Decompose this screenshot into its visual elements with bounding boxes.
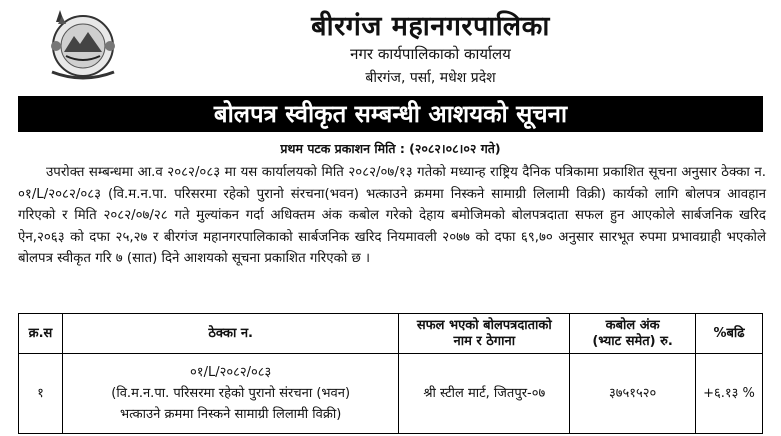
header-bidder (399, 314, 570, 354)
cell-sn: १ (19, 354, 63, 434)
header-bidder-line2: नाम र ठेगाना (453, 333, 516, 349)
table-row (19, 354, 763, 434)
header-contract-no: ठेक्का न. (62, 314, 398, 354)
cell-bidder: श्री स्टील मार्ट, जितपुर-०७ (399, 354, 570, 434)
award-table (18, 313, 763, 434)
cell-increase: +६.१३ % (696, 354, 763, 434)
cell-contract-line3: भत्काउने क्रममा निस्कने सामाग्री लिलामी विक्री) (120, 407, 342, 422)
notice-body: उपरोक्त सम्बन्धमा आ.व २०८२/०८३ मा यस कार्यालयको मिति २०८२/०७/१३ गतेको मध्यान्ह राष्ट्रिय दैनिक पत्रिकामा प्रकाशित सूचना अनुसार ठेक्का न. ०१/L/२०८२/०८३ (वि.म.न.पा. परिसरमा रहेको पुरानो संरचना(भवन) भत्काउने क्रममा निस्कने सामाग्री लिलामी विक्री) कार्यको लागि बोलपत्र आवहान गरिएको र मिति २०८२/०७/२८ गते मुल्यांकन गर्दा अधिक्तम अंक कबोल गरेको देहाय बमोजिमको बोलपत्रदाता सफल हुन आएकोले सार्बजनिक खरिद ऐन,२०६३ को दफा २५,२७ र बीरगंज महानगरपालिकाको सार्बजनिक खरिद नियमावली २०७७ को दफा ६९,७० अनुसार सारभूत रुपमा प्रभावग्राही भएकोले बोलपत्र स्वीकृत गरि ७ (सात) दिने आशयको सूचना प्रकाशित गरिएको छ । (18, 165, 766, 266)
office-location: बीरगंज, पर्सा, मधेश प्रदेश (365, 70, 496, 86)
table-header-row (19, 314, 763, 354)
header-increase: %बढि (696, 314, 763, 354)
publication-date: प्रथम पटक प्रकाशन मिति : (२०८२।०८।०२ गते) (280, 141, 501, 156)
header-amount (570, 314, 696, 354)
header-amount-line2: (भ्याट समेत) रु. (592, 333, 673, 349)
office-name: नगर कार्यपालिकाको कार्यालय (350, 45, 511, 63)
cell-contract (62, 354, 398, 434)
header-bidder-line1: सफल भएको बोलपत्रदाताको (416, 317, 552, 333)
cell-contract-line1: ०१/L/२०८२/०८३ (190, 365, 272, 380)
org-name: बीरगंज महानगरपालिका (311, 11, 550, 42)
cell-contract-line2: (वि.म.न.पा. परिसरमा रहेको पुरानो संरचना (भवन) (111, 386, 351, 401)
header-sn: क्र.स (19, 314, 63, 354)
notice-title: बोलपत्र स्वीकृत सम्बन्धी आशयको सूचना (18, 96, 763, 132)
cell-amount: ३७५१५२० (570, 354, 696, 434)
header-amount-line1: कबोल अंक (605, 317, 660, 333)
